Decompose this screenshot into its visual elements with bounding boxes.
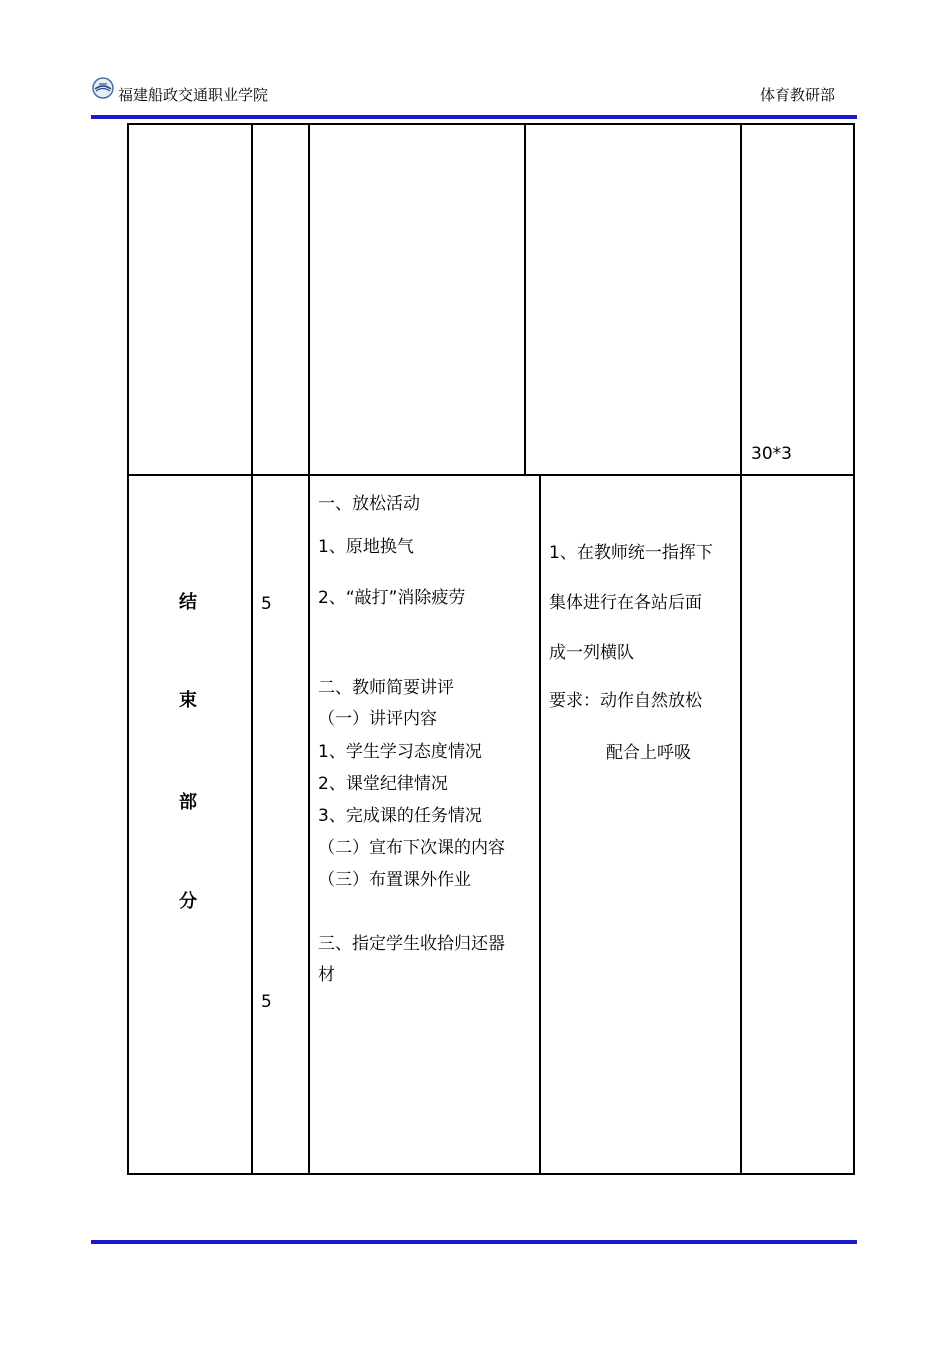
institution-name: 福建船政交通职业学院	[118, 86, 269, 104]
school-emblem-icon	[92, 77, 114, 99]
time-value: 5	[261, 992, 272, 1012]
content-line: 2、“敲打”消除疲劳	[318, 588, 466, 608]
organization-line: 成一列横队	[549, 643, 634, 663]
column-divider	[740, 123, 742, 1175]
content-line: （二）宣布下次课的内容	[318, 838, 505, 858]
content-line: （一）讲评内容	[318, 709, 437, 729]
row-divider	[127, 474, 855, 476]
table-border-left	[127, 123, 129, 1175]
table-border-right	[853, 123, 855, 1175]
header-rule	[91, 115, 857, 119]
content-line: 二、教师简要讲评	[318, 678, 454, 698]
organization-line: 配合上呼吸	[606, 743, 691, 763]
footer-rule	[91, 1240, 857, 1244]
content-line: 1、学生学习态度情况	[318, 742, 482, 762]
content-line: （三）布置课外作业	[318, 870, 471, 890]
organization-line: 1、在教师统一指挥下	[549, 543, 713, 563]
column-divider	[524, 123, 526, 474]
department-name: 体育教研部	[760, 86, 836, 104]
organization-line: 集体进行在各站后面	[549, 593, 702, 613]
table-border-top	[127, 123, 855, 125]
section-char: 部	[179, 792, 197, 813]
content-line: 3、完成课的任务情况	[318, 806, 482, 826]
section-char: 结	[179, 592, 197, 613]
content-line: 1、原地换气	[318, 537, 414, 557]
section-char: 束	[179, 690, 197, 711]
content-line: 2、课堂纪律情况	[318, 774, 448, 794]
column-divider	[308, 123, 310, 1175]
time-value: 5	[261, 594, 272, 614]
content-line: 三、指定学生收拾归还器	[318, 934, 505, 954]
content-line: 一、放松活动	[318, 494, 420, 514]
table-border-bottom	[127, 1173, 855, 1175]
content-line: 材	[318, 965, 335, 985]
column-divider	[251, 123, 253, 1175]
column-divider	[539, 474, 541, 1175]
section-char: 分	[179, 891, 197, 912]
organization-line: 要求：动作自然放松	[549, 691, 702, 711]
repetition-count: 30*3	[751, 444, 792, 464]
